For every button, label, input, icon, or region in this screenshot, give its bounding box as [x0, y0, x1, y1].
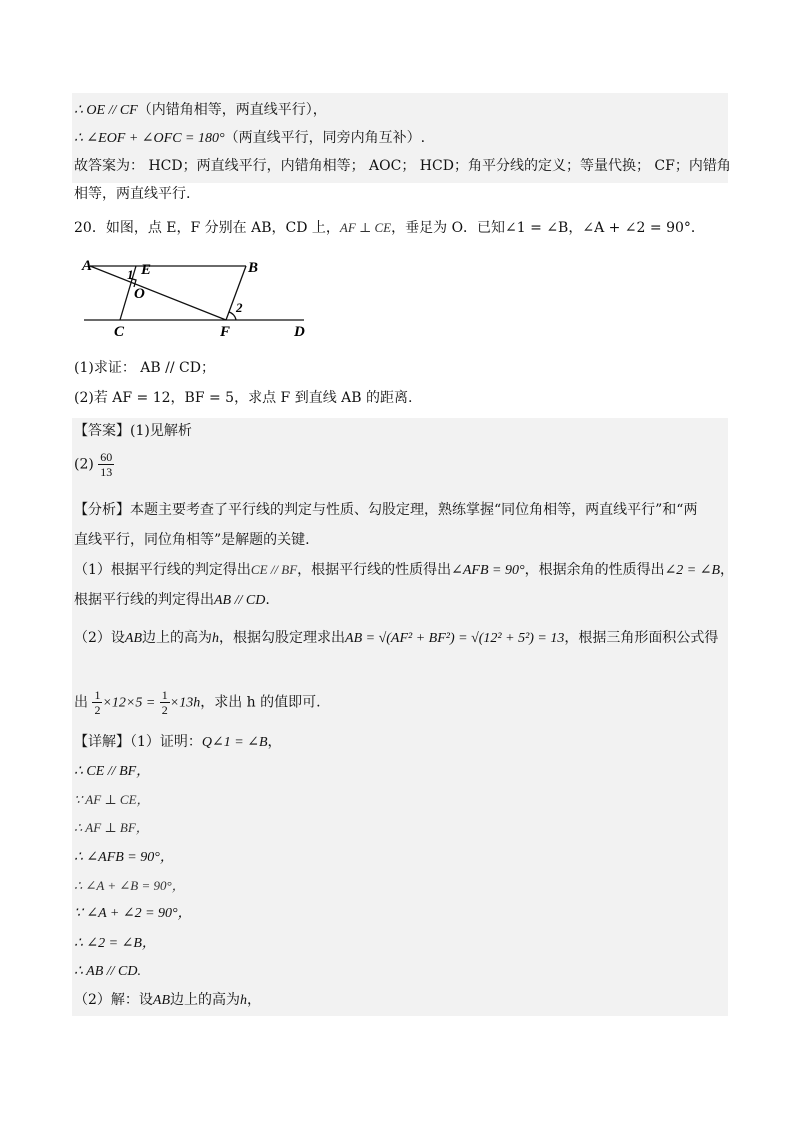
reason-line-2: ∴ ∠EOF + ∠OFC = 180°（两直线平行，同旁内角互补）.: [74, 130, 426, 146]
detail-line-3: ∵ AF ⊥ CE，: [74, 792, 150, 807]
answer-1: 【答案】(1)见解析: [74, 423, 192, 439]
label-O: O: [134, 286, 145, 302]
analysis-line-4: 根据平行线的判定得出AB // CD.: [74, 592, 270, 608]
label-F: F: [220, 324, 231, 340]
detail-line-9: ∴ AB // CD.: [74, 964, 141, 979]
reason-line-1: ∴ OE // CF（内错角相等，两直线平行），: [74, 102, 327, 118]
analysis-line-1: 【分析】本题主要考查了平行线的判定与性质、勾股定理，熟练掌握“同位角相等，两直线平行”和“两: [74, 502, 698, 518]
answer-2: (2) $\frac{60}{13}$: [74, 450, 113, 479]
geometry-figure: [76, 252, 396, 342]
analysis-line-3: （1）根据平行线的判定得出CE // BF，根据平行线的性质得出∠AFB = 90°，根据余角的性质得出∠2 = ∠B，: [74, 562, 735, 578]
detail-line-2: ∴ CE // BF，: [74, 764, 151, 779]
detail-line-4: ∴ AF ⊥ BF，: [74, 820, 149, 835]
analysis-line-2: 直线平行，同位角相等”是解题的关键.: [74, 532, 310, 548]
label-D: D: [294, 324, 305, 340]
analysis-line-6: 出 $\frac{1}{2}$ ×12×5 = $\frac{1}{2}$ ×13h，求出 h 的值即可.: [74, 688, 321, 717]
answer-fraction: $\frac{60}{13}$: [100, 450, 113, 479]
analysis-line-5: （2）设AB边上的高为h，根据勾股定理求出AB = √(AF² + BF²) = √(12² + 5²) = 13，根据三角形面积公式得: [74, 630, 719, 646]
detail-line-10: （2）解：设AB边上的高为h，: [74, 992, 262, 1008]
answer-summary-line-2: 相等，两直线平行.: [74, 186, 191, 202]
detail-line-8: ∴ ∠2 = ∠B，: [74, 936, 156, 951]
label-angle-2: 2: [236, 300, 243, 315]
label-A: A: [82, 258, 93, 274]
problem-stem: 20．如图，点 E，F 分别在 AB，CD 上，AF ⊥ CE，垂足为 O．已知∠1 = ∠B，∠A + ∠2 = 90°．: [74, 220, 705, 236]
question-1: (1)求证： AB // CD；: [74, 360, 215, 376]
answer-summary-line: 故答案为： HCD；两直线平行，内错角相等； AOC； HCD；角平分线的定义；等量代换； CF；内错角: [74, 158, 731, 174]
detail-line-7: ∵ ∠A + ∠2 = 90°，: [74, 906, 192, 921]
label-C: C: [114, 324, 125, 340]
label-B: B: [248, 260, 259, 276]
detail-line-1: 【详解】（1）证明：Q∠1 = ∠B，: [74, 734, 282, 750]
label-E: E: [141, 262, 152, 278]
question-2: (2)若 AF = 12，BF = 5，求点 F 到直线 AB 的距离.: [74, 390, 413, 406]
detail-line-6: ∴ ∠A + ∠B = 90°，: [74, 878, 185, 893]
label-angle-1: 1: [127, 267, 134, 282]
detail-line-5: ∴ ∠AFB = 90°，: [74, 850, 174, 865]
angle-2-arc: [229, 312, 236, 320]
segment-AF: [90, 266, 226, 320]
